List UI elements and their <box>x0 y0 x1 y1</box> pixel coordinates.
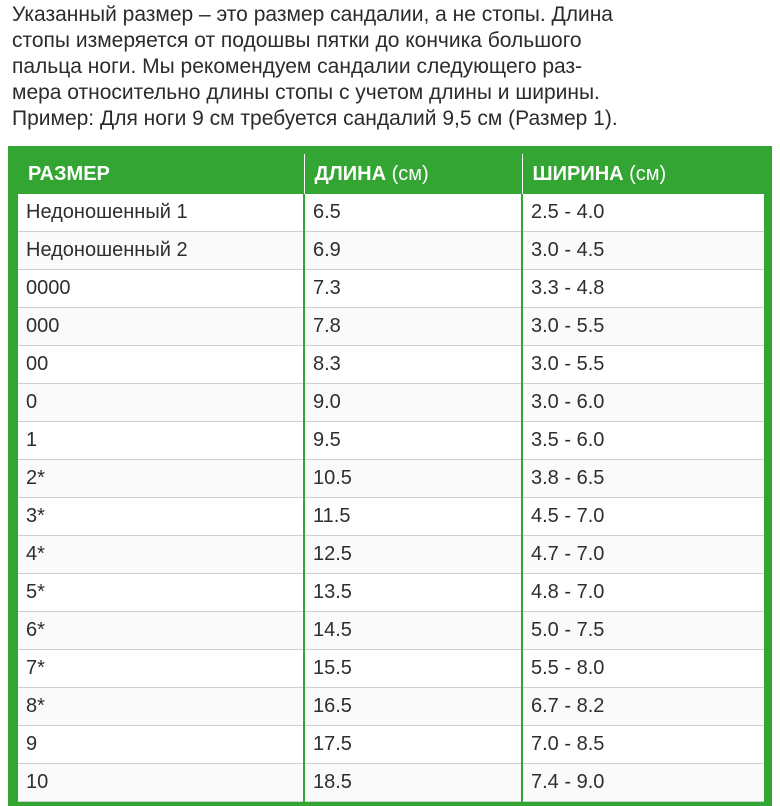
header-width-label: ШИРИНА <box>532 162 624 185</box>
header-size <box>18 154 304 194</box>
cell-size: 3* <box>18 498 304 536</box>
intro-line: пальца ноги. Мы рекомендуем сандалии следующего раз- <box>12 55 583 78</box>
table-row <box>18 232 764 270</box>
cell-width: 4.7 - 7.0 <box>522 536 764 574</box>
size-table <box>18 154 764 802</box>
table-row <box>18 574 764 612</box>
size-table-frame <box>8 146 772 806</box>
table-row <box>18 422 764 460</box>
cell-length: 13.5 <box>304 574 522 612</box>
cell-width: 3.0 - 5.5 <box>522 308 764 346</box>
cell-length: 17.5 <box>304 726 522 764</box>
table-row <box>18 194 764 232</box>
cell-length: 9.5 <box>304 422 522 460</box>
header-length-unit: (см) <box>386 162 429 185</box>
table-row <box>18 498 764 536</box>
cell-length: 12.5 <box>304 536 522 574</box>
cell-width: 7.4 - 9.0 <box>522 764 764 802</box>
cell-width: 3.8 - 6.5 <box>522 460 764 498</box>
table-row <box>18 384 764 422</box>
table-row <box>18 308 764 346</box>
cell-size: 6* <box>18 612 304 650</box>
cell-width: 3.0 - 6.0 <box>522 384 764 422</box>
cell-width: 7.0 - 8.5 <box>522 726 764 764</box>
intro-line: стопы измеряется от подошвы пятки до кончика большого <box>12 29 582 52</box>
cell-size: 00 <box>18 346 304 384</box>
table-row <box>18 346 764 384</box>
intro-line: мера относительно длины стопы с учетом длины и ширины. <box>12 81 600 104</box>
cell-size: 7* <box>18 650 304 688</box>
cell-length: 14.5 <box>304 612 522 650</box>
cell-length: 6.5 <box>304 194 522 232</box>
cell-width: 3.0 - 5.5 <box>522 346 764 384</box>
intro-line: Пример: Для ноги 9 см требуется сандалий 9,5 см (Размер 1). <box>12 107 618 130</box>
cell-width: 3.0 - 4.5 <box>522 232 764 270</box>
cell-width: 5.5 - 8.0 <box>522 650 764 688</box>
table-row <box>18 764 764 802</box>
cell-length: 10.5 <box>304 460 522 498</box>
cell-size: 5* <box>18 574 304 612</box>
cell-length: 15.5 <box>304 650 522 688</box>
table-row <box>18 536 764 574</box>
table-row <box>18 612 764 650</box>
cell-width: 5.0 - 7.5 <box>522 612 764 650</box>
table-row <box>18 270 764 308</box>
cell-size: Недоношенный 2 <box>18 232 304 270</box>
cell-size: 0 <box>18 384 304 422</box>
header-width <box>522 154 764 194</box>
intro-text <box>12 2 772 132</box>
cell-length: 16.5 <box>304 688 522 726</box>
intro-line: Указанный размер – это размер сандалии, а не стопы. Длина <box>12 3 613 26</box>
cell-length: 11.5 <box>304 498 522 536</box>
cell-length: 9.0 <box>304 384 522 422</box>
header-size-label: РАЗМЕР <box>28 162 110 185</box>
cell-width: 2.5 - 4.0 <box>522 194 764 232</box>
cell-width: 3.5 - 6.0 <box>522 422 764 460</box>
cell-length: 18.5 <box>304 764 522 802</box>
table-row <box>18 688 764 726</box>
cell-size: 0000 <box>18 270 304 308</box>
table-row <box>18 726 764 764</box>
cell-width: 4.5 - 7.0 <box>522 498 764 536</box>
table-header-row <box>18 154 764 194</box>
cell-size: 1 <box>18 422 304 460</box>
table-row <box>18 460 764 498</box>
cell-size: 10 <box>18 764 304 802</box>
cell-length: 8.3 <box>304 346 522 384</box>
cell-length: 7.3 <box>304 270 522 308</box>
cell-width: 4.8 - 7.0 <box>522 574 764 612</box>
cell-width: 6.7 - 8.2 <box>522 688 764 726</box>
cell-size: 4* <box>18 536 304 574</box>
header-width-unit: (см) <box>623 162 667 185</box>
cell-length: 7.8 <box>304 308 522 346</box>
cell-size: 9 <box>18 726 304 764</box>
cell-size: Недоношенный 1 <box>18 194 304 232</box>
cell-width: 3.3 - 4.8 <box>522 270 764 308</box>
cell-size: 000 <box>18 308 304 346</box>
header-length <box>304 154 522 194</box>
cell-size: 2* <box>18 460 304 498</box>
cell-length: 6.9 <box>304 232 522 270</box>
table-row <box>18 650 764 688</box>
header-length-label: ДЛИНА <box>314 162 387 185</box>
cell-size: 8* <box>18 688 304 726</box>
